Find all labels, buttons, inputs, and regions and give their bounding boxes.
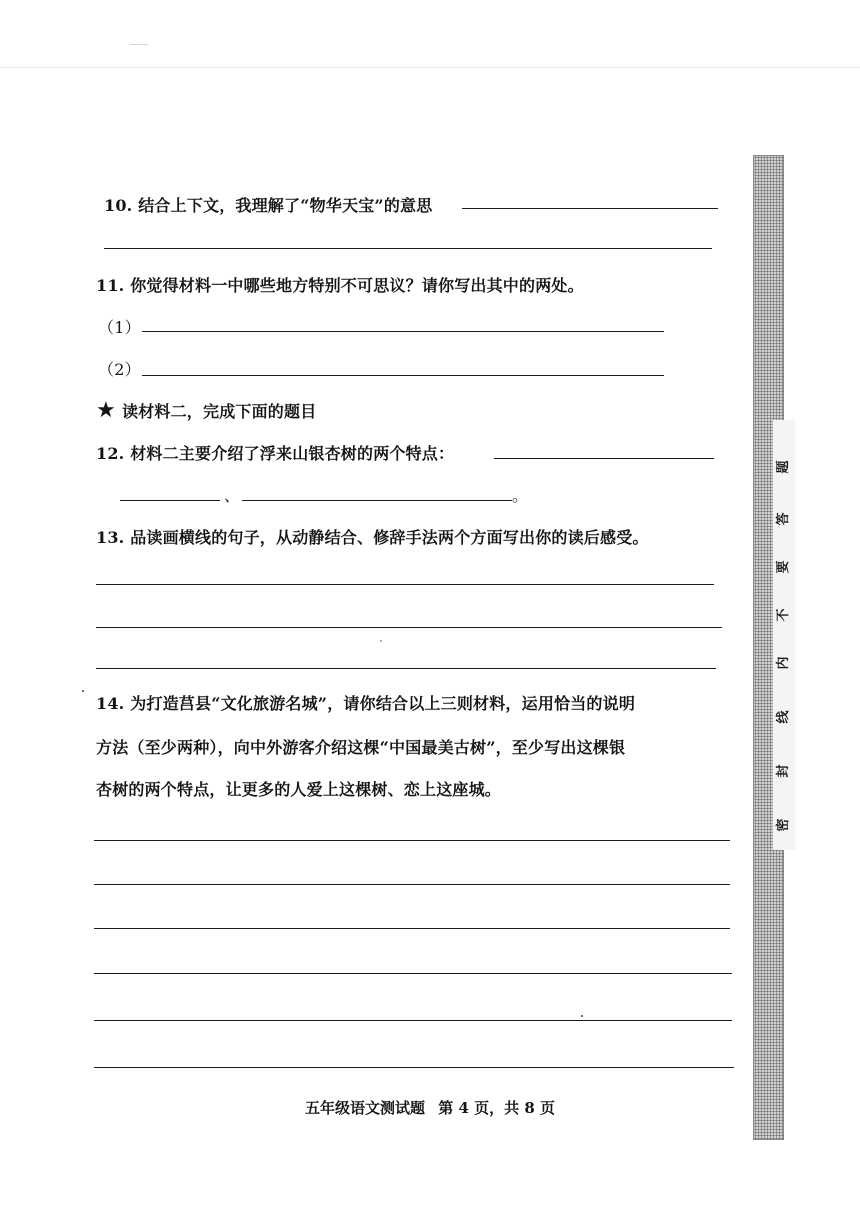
answer-line-12a xyxy=(494,458,714,459)
answer-line-10a xyxy=(462,208,718,209)
footer-title: 五年级语文测试题 xyxy=(304,1099,425,1117)
question-11-item-2: （2） xyxy=(98,360,141,379)
star-icon: ★ xyxy=(96,398,116,423)
answer-line-14a xyxy=(94,840,730,841)
question-13: 13. 品读画横线的句子，从动静结合、修辞手法两个方面写出你的读后感受。 xyxy=(96,528,649,547)
scan-speck xyxy=(380,640,382,642)
answer-line-13a xyxy=(96,584,714,585)
question-14-line-2: 方法（至少两种），向中外游客介绍这棵“中国最美古树”，至少写出这棵银 xyxy=(96,738,626,757)
scan-speck xyxy=(581,1015,583,1017)
question-12-end: 。 xyxy=(512,486,529,505)
top-divider xyxy=(0,67,860,68)
answer-line-14c xyxy=(94,928,730,929)
page-footer xyxy=(0,1097,860,1118)
question-12: 12. 材料二主要介绍了浮来山银杏树的两个特点： xyxy=(96,444,455,463)
answer-line-12c xyxy=(242,500,512,501)
question-14-line-3: 杏树的两个特点，让更多的人爱上这棵树、恋上这座城。 xyxy=(96,780,502,799)
seal-char: 线 xyxy=(776,710,791,724)
question-14-line-1: 14. 为打造莒县“文化旅游名城”，请你结合以上三则材料，运用恰当的说明 xyxy=(96,694,636,713)
seal-char: 不 xyxy=(776,608,791,622)
question-11: 11. 你觉得材料一中哪些地方特别不可思议？请你写出其中的两处。 xyxy=(96,276,584,295)
seal-char: 要 xyxy=(776,560,791,574)
answer-line-10b xyxy=(104,248,712,249)
answer-line-14e xyxy=(94,1020,732,1021)
answer-line-13b xyxy=(96,627,722,628)
seal-char: 封 xyxy=(776,764,791,778)
seal-char: 内 xyxy=(776,656,791,670)
scan-speck xyxy=(82,690,84,692)
answer-line-11-1 xyxy=(142,331,664,332)
answer-line-12b xyxy=(120,500,220,501)
seal-char: 答 xyxy=(776,512,791,526)
answer-line-11-2 xyxy=(142,375,664,376)
scan-mark xyxy=(130,44,148,45)
seal-char: 题 xyxy=(776,460,791,474)
question-10: 10. 结合上下文，我理解了“物华天宝”的意思 xyxy=(104,196,433,215)
seal-char: 密 xyxy=(776,818,791,832)
answer-line-14f xyxy=(94,1067,734,1068)
question-11-item-1: （1） xyxy=(98,318,141,337)
question-12-separator: 、 xyxy=(224,486,241,505)
section-heading-material-2: 读材料二，完成下面的题目 xyxy=(122,402,317,421)
footer-page-number: 第 4 页，共 8 页 xyxy=(438,1099,555,1117)
seal-strip-label xyxy=(773,420,795,850)
answer-line-14b xyxy=(94,884,730,885)
answer-line-13c xyxy=(96,668,716,669)
answer-line-14d xyxy=(94,973,732,974)
